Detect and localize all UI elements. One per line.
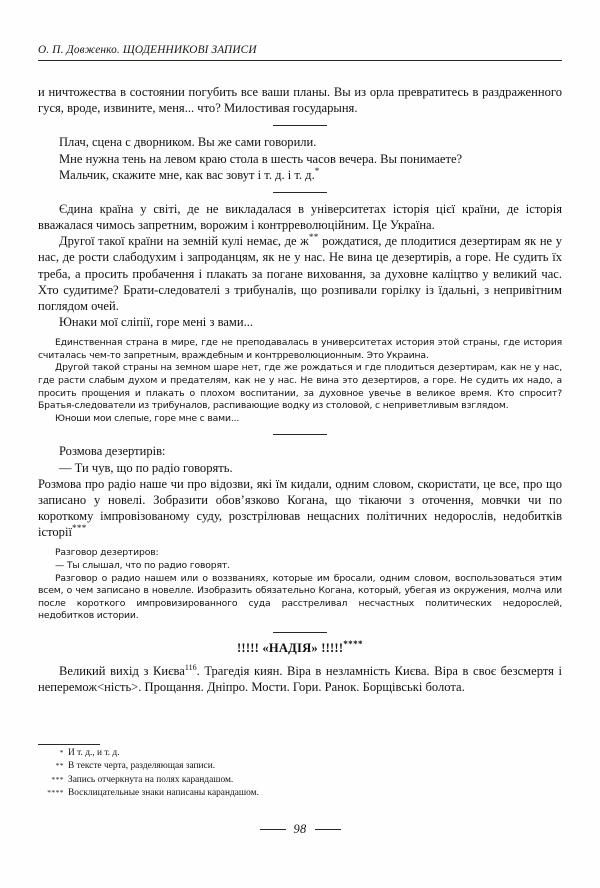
footnote-text: Восклицательные знаки написаны карандашом. bbox=[68, 788, 259, 799]
running-head bbox=[38, 44, 562, 61]
footnote-item bbox=[38, 787, 562, 800]
footnote-mark: *** bbox=[51, 774, 64, 784]
ua-paragraph-2-part-b: рождатися, де плодитися дезертирам як не у нас, де рости слабодухим і запроданцям, як не у нас. Не вина це дезертирів, а горе. Не судить їх треба, а просить пробачення і плакать за погане виховання, за духовне каліцтво у великий час. Хто судитиме? Брати-следователі з трибуналів, що розпивали горілку із їдальні, з непривітним поглядом очей. bbox=[38, 234, 563, 313]
ua-paragraph-1: Єдина країна у світі, де не викладалася в університетах історія цієї країни, де історія вважалася чимось запретним, ворожим і контрреволюційним. Це Україна. bbox=[38, 201, 562, 233]
running-head-rule bbox=[38, 60, 562, 61]
text-column bbox=[38, 84, 562, 695]
footnote-text: В тексте черта, разделяющая записи. bbox=[68, 761, 216, 772]
inset-line-1: Плач, сцена с дворником. Вы же сами говорили. bbox=[59, 135, 317, 150]
ru-translation-1-paragraph-1: Единственная страна в мире, где не преподавалась в университетах история этой страны, где история считалась чем-то запретным, враждебным и контрреволюционным. Это Украина. bbox=[38, 337, 562, 361]
ru-translation-2-paragraph: Разговор о радио нашем или о воззваниях, которые им бросали, одним словом, воспользоваться этим всем, о чем записано в новелле. Изобразить обязательно Когана, который, убегая из окружения, молча или после короткого импровизированного суда расстреливал несчастных политических недорослей, недобитков истории. bbox=[38, 572, 562, 622]
spacer bbox=[38, 116, 562, 125]
endnote-reference-116: 116 bbox=[184, 662, 197, 672]
footnote-separator-rule bbox=[38, 744, 100, 745]
footnote-text: Запись отчеркнута на полях карандашом. bbox=[68, 774, 234, 785]
ru-translation-2-title: Разговор дезертиров: bbox=[55, 547, 159, 559]
spacer bbox=[38, 656, 562, 663]
ua-dialog-line: — Ти чув, що по радіо говорять. bbox=[59, 460, 233, 475]
spacer bbox=[38, 633, 562, 641]
ua-paragraph-4-text: Розмова про радіо наше чи про відозви, які їм кидали, одним словом, скористати, це все, про що записано у новелі. Зобразити обов’язково Когана, що тікаючи з оточення, мовчки чи по короткому імпровізованому суду, розстрілював нещасних політичних недорослів, недобитків історії bbox=[38, 476, 562, 540]
footnote-marker-1: * bbox=[314, 165, 320, 176]
footnote-marker-3: *** bbox=[71, 523, 87, 534]
ua-dialog-title: Розмова дезертирів: bbox=[59, 444, 166, 459]
section-heading-nadiya bbox=[38, 638, 562, 656]
folio-dash-left bbox=[260, 829, 286, 830]
section-heading-text: !!!!! «НАДІЯ» !!!!! bbox=[237, 640, 344, 655]
inset-line-2: Мне нужна тень на левом краю стола в шесть часов вечера. Вы понимаете? bbox=[59, 151, 463, 166]
footnote-item bbox=[38, 747, 562, 760]
spacer bbox=[38, 193, 562, 201]
ua-paragraph-2-part-a: Другої такої країни на земній кулі немає, де ж bbox=[59, 234, 309, 249]
spacer bbox=[38, 126, 562, 134]
footnote-marker-4: **** bbox=[343, 638, 363, 649]
ua-paragraph-2 bbox=[38, 233, 562, 314]
footnote-marker-2: ** bbox=[308, 232, 319, 243]
spacer bbox=[38, 623, 562, 632]
footnote-mark: ** bbox=[55, 761, 64, 771]
page-folio bbox=[0, 822, 600, 837]
running-head-text: О. П. Довженко. ЩОДЕННИКОВІ ЗАПИСИ bbox=[38, 44, 257, 56]
spacer bbox=[38, 425, 562, 434]
ru-translation-1-paragraph-2: Другой такой страны на земном шаре нет, где же рождаться и где плодиться дезертирам, как не у нас, где расти слабым духом и предателям, как не у нас. Не вина это дезертиров, а горе. Не судить их надо, а просить прощения и плакать о плохом воспитании, за духовное увечье в великое время. Кто спросит? Братья-следователи из трибуналов, распивающие водку из столовой, с неприветливым взглядом. bbox=[38, 362, 562, 412]
footnote-block bbox=[38, 744, 562, 801]
spacer bbox=[38, 435, 562, 443]
ua-paragraph-4 bbox=[38, 476, 562, 541]
folio-dash-right bbox=[315, 829, 341, 830]
spacer bbox=[38, 330, 562, 337]
spacer bbox=[38, 183, 562, 192]
ua-paragraph-5 bbox=[38, 663, 562, 695]
footnote-mark: **** bbox=[47, 788, 64, 798]
footnote-mark: * bbox=[59, 748, 64, 757]
ua-paragraph-3: Юнаки мої сліпії, горе мені з вами... bbox=[59, 315, 254, 330]
ua-paragraph-5-part-a: Великий вихід з Києва bbox=[59, 663, 185, 678]
footnote-item bbox=[38, 760, 562, 773]
inset-line-3 bbox=[59, 167, 562, 183]
page-number: 98 bbox=[293, 822, 307, 836]
footnote-text: И т. д., и т. д. bbox=[68, 748, 120, 758]
ru-translation-1-paragraph-3: Юноши мои слепые, горе мне с вами... bbox=[55, 412, 240, 424]
footnote-item bbox=[38, 774, 562, 787]
ua-paragraph-5-part-b: . Трагедія киян. Віра в незламність Києва. Віра в своє безсмертя і неперемож<ність>. Прощання. Дніпро. Мости. Гори. Ранок. Борщівські болота. bbox=[38, 663, 562, 695]
spacer bbox=[38, 540, 562, 547]
inset-line-3-text: Мальчик, скажите мне, как вас зовут і т. д. і т. д. bbox=[59, 167, 315, 182]
paragraph-continued: и ничтожества в состоянии погубить все ваши планы. Вы из орла превратитесь в раздраженного гуся, вроде, извините, меня... что? Милостивая государыня. bbox=[38, 85, 562, 116]
ru-translation-2-line: — Ты слышал, что по радио говорят. bbox=[55, 559, 230, 571]
